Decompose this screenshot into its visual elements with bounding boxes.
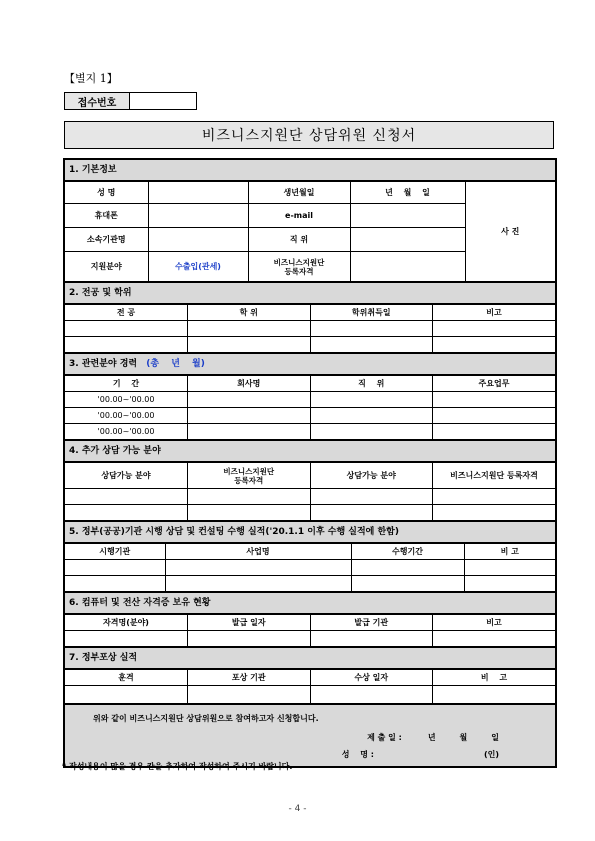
receipt-number-table	[64, 92, 197, 110]
submit-date-label: 제 출 일 :	[367, 733, 402, 742]
org-label: 소속기관명	[65, 228, 148, 252]
receipt-number-label: 접수번호	[65, 93, 130, 110]
table-row	[65, 337, 555, 353]
certificates-header: 발급 기관	[310, 615, 433, 631]
certificates-header: 비고	[433, 615, 556, 631]
qualification-field[interactable]	[350, 252, 465, 282]
signature-label: 성 명 :	[341, 750, 374, 759]
certificates-table	[65, 614, 555, 647]
declaration-text: 위와 같이 비즈니스지원단 상담위원으로 참여하고자 신청합니다.	[93, 714, 319, 723]
awards-header: 비 고	[433, 670, 556, 686]
section-education-title: 2. 전공 및 학위	[65, 282, 555, 304]
education-header: 비고	[433, 305, 556, 321]
table-row	[65, 392, 555, 408]
footnote: * 작성내용이 많을 경우 칸을 추가하여 작성하여 주시기 바랍니다.	[62, 762, 293, 771]
table-row	[65, 576, 555, 592]
name-label: 성 명	[65, 182, 148, 204]
table-row	[65, 424, 555, 440]
career-header: 회사명	[188, 376, 311, 392]
additional-fields-table	[65, 462, 555, 521]
table-row	[65, 321, 555, 337]
awards-header: 훈격	[65, 670, 188, 686]
additional-header: 비즈니스지원단 등록자격	[433, 463, 556, 489]
table-row	[65, 489, 555, 505]
field-value[interactable]: 수출입(관세)	[148, 252, 248, 282]
signature-seal[interactable]: (인)	[483, 750, 499, 759]
career-period[interactable]: '00.00~'00.00	[65, 424, 188, 440]
education-table	[65, 304, 555, 353]
org-field[interactable]	[148, 228, 248, 252]
position-label: 직 위	[248, 228, 350, 252]
basic-info-table	[65, 181, 555, 282]
table-row	[65, 686, 555, 704]
name-field[interactable]	[148, 182, 248, 204]
education-header: 전 공	[65, 305, 188, 321]
position-field[interactable]	[350, 228, 465, 252]
form-title: 비즈니스지원단 상담위원 신청서	[64, 121, 554, 149]
career-title: 3. 관련분야 경력	[69, 359, 138, 369]
certificates-header: 자격명(분야)	[65, 615, 188, 631]
declaration-box	[65, 704, 555, 766]
table-row	[65, 408, 555, 424]
receipt-number-field[interactable]	[130, 93, 197, 110]
section-additional-fields-title: 4. 추가 상담 가능 분야	[65, 440, 555, 462]
awards-header: 포상 기관	[188, 670, 311, 686]
annex-label: 【별지 1】	[64, 72, 118, 85]
page-number: - 4 -	[288, 804, 307, 814]
submit-date-field[interactable]: 년 월 일	[427, 733, 499, 742]
awards-table	[65, 669, 555, 704]
section-consulting-title: 5. 정부(공공)기관 시행 상담 및 컨설팅 수행 실적('20.1.1 이후 수행 실적에 한함)	[65, 521, 555, 543]
phone-label: 휴대폰	[65, 204, 148, 228]
application-form	[63, 158, 557, 768]
table-row	[65, 560, 555, 576]
career-total[interactable]: (총 년 월)	[146, 359, 205, 369]
career-table	[65, 375, 555, 440]
career-period[interactable]: '00.00~'00.00	[65, 408, 188, 424]
section-career-title	[65, 353, 555, 375]
additional-header: 비즈니스지원단 등록자격	[188, 463, 311, 489]
career-header: 주요업무	[433, 376, 556, 392]
email-field[interactable]	[350, 204, 465, 228]
consulting-table	[65, 543, 555, 592]
career-header: 기 간	[65, 376, 188, 392]
consulting-header: 수행기간	[351, 544, 464, 560]
career-period[interactable]: '00.00~'00.00	[65, 392, 188, 408]
education-header: 학 위	[188, 305, 311, 321]
photo-box[interactable]: 사 진	[465, 182, 555, 282]
table-row	[65, 505, 555, 521]
birth-label: 생년월일	[248, 182, 350, 204]
consulting-header: 비 고	[464, 544, 555, 560]
awards-header: 수상 일자	[310, 670, 433, 686]
additional-header: 상담가능 분야	[65, 463, 188, 489]
additional-header: 상담가능 분야	[310, 463, 433, 489]
consulting-header: 시행기관	[65, 544, 165, 560]
phone-field[interactable]	[148, 204, 248, 228]
education-header: 학위취득일	[310, 305, 433, 321]
field-label: 지원분야	[65, 252, 148, 282]
table-row	[65, 631, 555, 647]
certificates-header: 발급 일자	[188, 615, 311, 631]
email-label: e-mail	[248, 204, 350, 228]
section-basic-info-title: 1. 기본정보	[65, 160, 555, 181]
qualification-label: 비즈니스지원단 등록자격	[248, 252, 350, 282]
career-header: 직 위	[310, 376, 433, 392]
consulting-header: 사업명	[165, 544, 351, 560]
section-certificates-title: 6. 컴퓨터 및 전산 자격증 보유 현황	[65, 592, 555, 614]
birth-field[interactable]: 년 월 일	[350, 182, 465, 204]
section-awards-title: 7. 정부포상 실적	[65, 647, 555, 669]
